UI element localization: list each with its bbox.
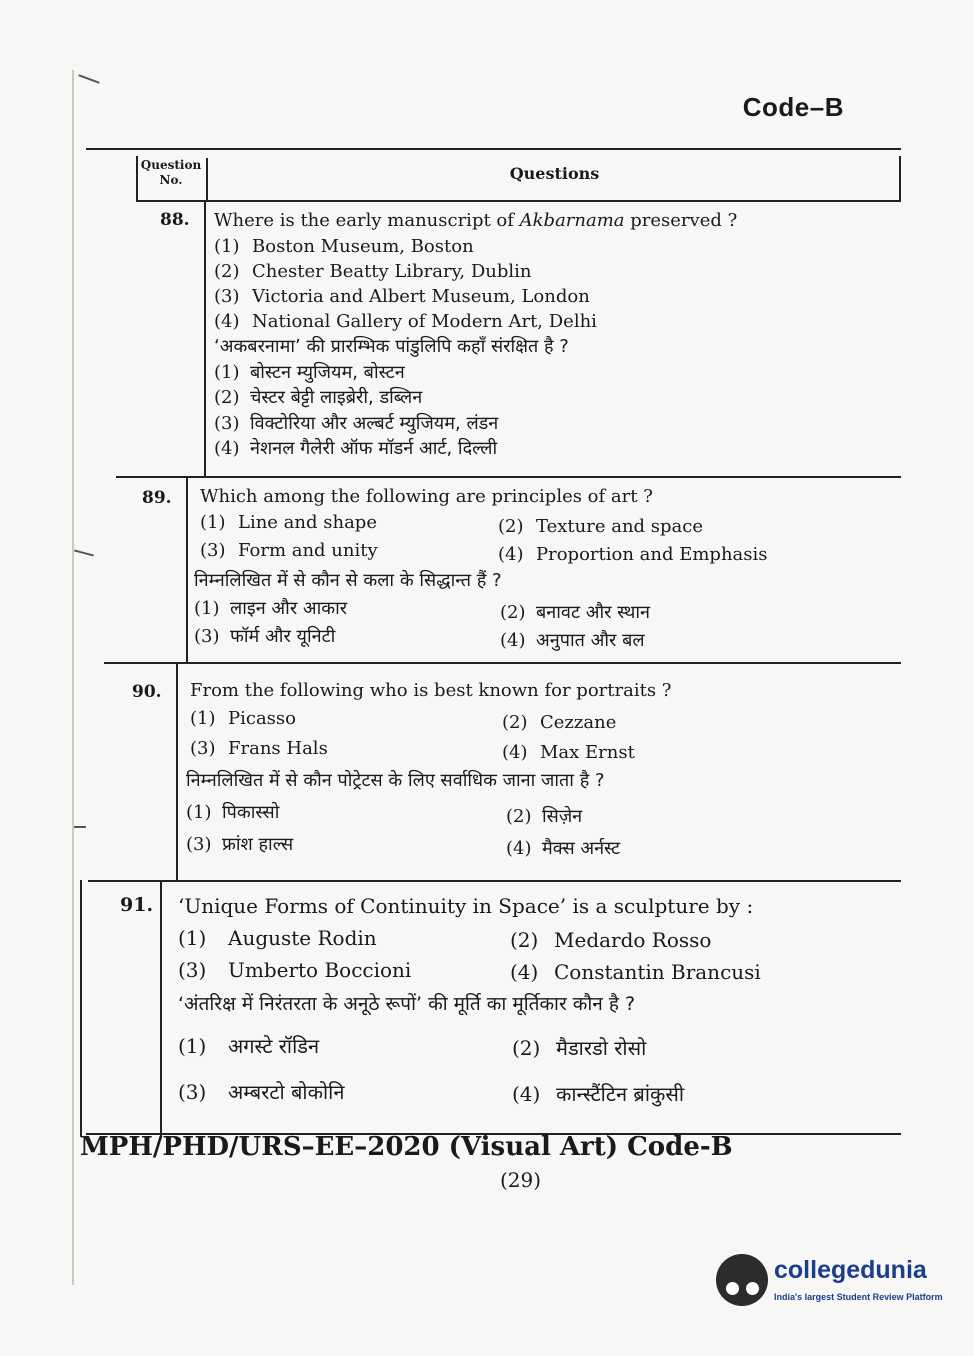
option-hi <box>214 436 497 460</box>
option-number: (4) <box>512 1082 541 1106</box>
brand-logo-eye <box>744 1280 761 1297</box>
question-text-hi: ‘अकबरनामा’ की प्रारम्भिक पांडुलिपि कहाँ संरक्षित है ? <box>214 336 569 357</box>
option-hi <box>512 1034 646 1061</box>
option-hi <box>178 1032 319 1059</box>
option-hi <box>512 1080 684 1107</box>
option-hi <box>178 1078 344 1105</box>
option-label: Proportion and Emphasis <box>536 544 768 565</box>
option-hi <box>500 628 645 652</box>
question-text-hi: निम्नलिखित में से कौन पोट्रेटस के लिए सर्वाधिक जाना जाता है ? <box>186 770 605 791</box>
option-number: (4) <box>500 630 526 651</box>
question-number: 89. <box>142 488 172 508</box>
option-number: (2) <box>498 516 524 537</box>
option-label: Medardo Rosso <box>554 928 712 952</box>
option-en <box>510 928 711 952</box>
option-number: (4) <box>498 544 524 565</box>
column-divider <box>176 662 178 880</box>
option-number: (1) <box>194 598 220 619</box>
exam-code-footer: MPH/PHD/URS–EE–2020 (Visual Art) Code-B <box>80 1132 733 1162</box>
option-hi <box>506 836 620 860</box>
table-header <box>136 156 901 202</box>
option-en <box>502 742 635 763</box>
question-text-italic: Akbarnama <box>519 210 625 231</box>
option-number: (4) <box>506 838 532 859</box>
option-label-hi: फॉर्म और यूनिटी <box>230 626 336 647</box>
option-number: (2) <box>506 806 532 827</box>
option-hi <box>186 800 279 824</box>
option-hi <box>214 411 498 435</box>
edge-mark <box>78 74 99 83</box>
option-number: (3) <box>200 540 226 561</box>
page-number: (29) <box>500 1168 542 1192</box>
option-number: (3) <box>178 958 207 982</box>
question-text-part: Where is the early manuscript of <box>214 210 520 231</box>
column-divider <box>160 880 162 1137</box>
option-label-hi: अनुपात और बल <box>536 630 645 651</box>
row-separator <box>88 880 901 882</box>
option-label: Frans Hals <box>228 738 328 759</box>
option-number: (1) <box>178 1034 207 1058</box>
option-number: (1) <box>214 236 240 257</box>
option-number: (4) <box>214 311 240 332</box>
brand-logo-icon <box>716 1254 768 1306</box>
option-label-hi: बनावट और स्थान <box>536 602 651 623</box>
option-label-hi: विक्टोरिया और अल्बर्ट म्युजियम, लंडन <box>250 413 499 434</box>
option-number: (2) <box>502 712 528 733</box>
brand-tagline: India's largest Student Review Platform <box>774 1292 943 1302</box>
option-number: (4) <box>510 960 539 984</box>
question-text-en: From the following who is best known for portraits ? <box>190 680 672 701</box>
question-text-hi: ‘अंतरिक्ष में निरंतरता के अनूठे रूपों’ की मूर्ति का मूर्तिकार कौन है ? <box>178 993 636 1015</box>
option-hi <box>214 360 405 384</box>
option-en <box>214 236 474 257</box>
option-label-hi: अम्बरटो बोकोनि <box>228 1080 345 1104</box>
header-questions: Questions <box>509 164 600 183</box>
option-en <box>190 738 328 759</box>
option-label-hi: अगस्टे रॉडिन <box>228 1034 320 1058</box>
option-number: (2) <box>500 602 526 623</box>
option-number: (2) <box>214 261 240 282</box>
option-label: Victoria and Albert Museum, London <box>252 286 590 307</box>
option-en <box>214 311 597 332</box>
option-label-hi: मैडारडो रोसो <box>556 1036 647 1060</box>
question-text-part: preserved ? <box>624 210 738 231</box>
option-number: (2) <box>214 387 240 408</box>
option-en <box>498 516 703 537</box>
brand-logo-eye <box>724 1280 741 1297</box>
page-binding-edge <box>72 70 74 1285</box>
option-label: Boston Museum, Boston <box>252 236 474 257</box>
option-number: (3) <box>214 286 240 307</box>
option-hi <box>214 385 422 409</box>
option-label: Constantin Brancusi <box>554 960 761 984</box>
question-table <box>86 148 901 1135</box>
option-label-hi: बोस्टन म्युजियम, बोस्टन <box>250 362 405 383</box>
option-label-hi: नेशनल गैलेरी ऑफ मॉडर्न आर्ट, दिल्ली <box>250 438 498 459</box>
column-divider <box>186 478 188 662</box>
option-label: Line and shape <box>238 512 377 533</box>
row-separator <box>116 476 901 478</box>
option-hi <box>194 624 335 648</box>
code-label: Code–B <box>742 92 844 122</box>
question-number: 91. <box>120 894 154 916</box>
option-label: Umberto Boccioni <box>228 958 412 982</box>
option-en <box>190 708 296 729</box>
option-number: (1) <box>190 708 216 729</box>
option-number: (3) <box>178 1080 207 1104</box>
table-left-border <box>80 880 82 1137</box>
option-en <box>178 958 411 982</box>
option-hi <box>194 596 347 620</box>
option-hi <box>506 804 582 828</box>
option-number: (2) <box>510 928 539 952</box>
option-en <box>502 712 616 733</box>
option-label: Picasso <box>228 708 296 729</box>
option-number: (1) <box>186 802 212 823</box>
option-label: Texture and space <box>536 516 704 537</box>
question-text-en: Which among the following are principles of art ? <box>200 486 653 507</box>
option-number: (3) <box>194 626 220 647</box>
option-label-hi: फ्रांश हाल्स <box>222 834 294 855</box>
brand-name: collegedunia <box>774 1256 927 1284</box>
option-number: (4) <box>214 438 240 459</box>
option-label-hi: सिज़ेन <box>542 806 583 827</box>
option-number: (3) <box>190 738 216 759</box>
option-label-hi: चेस्टर बेट्टी लाइब्रेरी, डब्लिन <box>250 387 423 408</box>
option-label-hi: मैक्स अर्नस्ट <box>542 838 621 859</box>
question-number: 90. <box>132 682 162 702</box>
option-label: Max Ernst <box>540 742 635 763</box>
question-text-en <box>214 210 737 231</box>
question-number: 88. <box>160 210 190 230</box>
option-en <box>200 540 378 561</box>
option-label-hi: लाइन और आकार <box>230 598 348 619</box>
header-question-no: Question No. <box>136 158 208 202</box>
option-label: Cezzane <box>540 712 617 733</box>
option-en <box>214 261 531 282</box>
question-text-hi: निम्नलिखित में से कौन से कला के सिद्धान्त हैं ? <box>194 570 502 591</box>
option-number: (1) <box>200 512 226 533</box>
option-en <box>200 512 377 533</box>
option-number: (2) <box>512 1036 541 1060</box>
option-label-hi: पिकास्सो <box>222 802 280 823</box>
question-text-en: ‘Unique Forms of Continuity in Space’ is a sculpture by : <box>178 894 754 918</box>
option-label: Chester Beatty Library, Dublin <box>252 261 532 282</box>
option-label: Auguste Rodin <box>228 926 377 950</box>
column-divider <box>204 202 206 478</box>
option-number: (4) <box>502 742 528 763</box>
option-en <box>178 926 377 950</box>
option-number: (3) <box>214 413 240 434</box>
row-separator <box>104 662 901 664</box>
option-number: (1) <box>214 362 240 383</box>
edge-mark <box>74 826 86 828</box>
option-hi <box>186 832 293 856</box>
option-en <box>510 960 761 984</box>
option-en <box>498 544 768 565</box>
option-hi <box>500 600 650 624</box>
brand-watermark <box>716 1250 946 1310</box>
option-number: (1) <box>178 926 207 950</box>
option-label: Form and unity <box>238 540 378 561</box>
option-en <box>214 286 590 307</box>
option-label: National Gallery of Modern Art, Delhi <box>252 311 597 332</box>
option-label-hi: कान्स्टैंटिन ब्रांकुसी <box>556 1082 685 1106</box>
option-number: (3) <box>186 834 212 855</box>
